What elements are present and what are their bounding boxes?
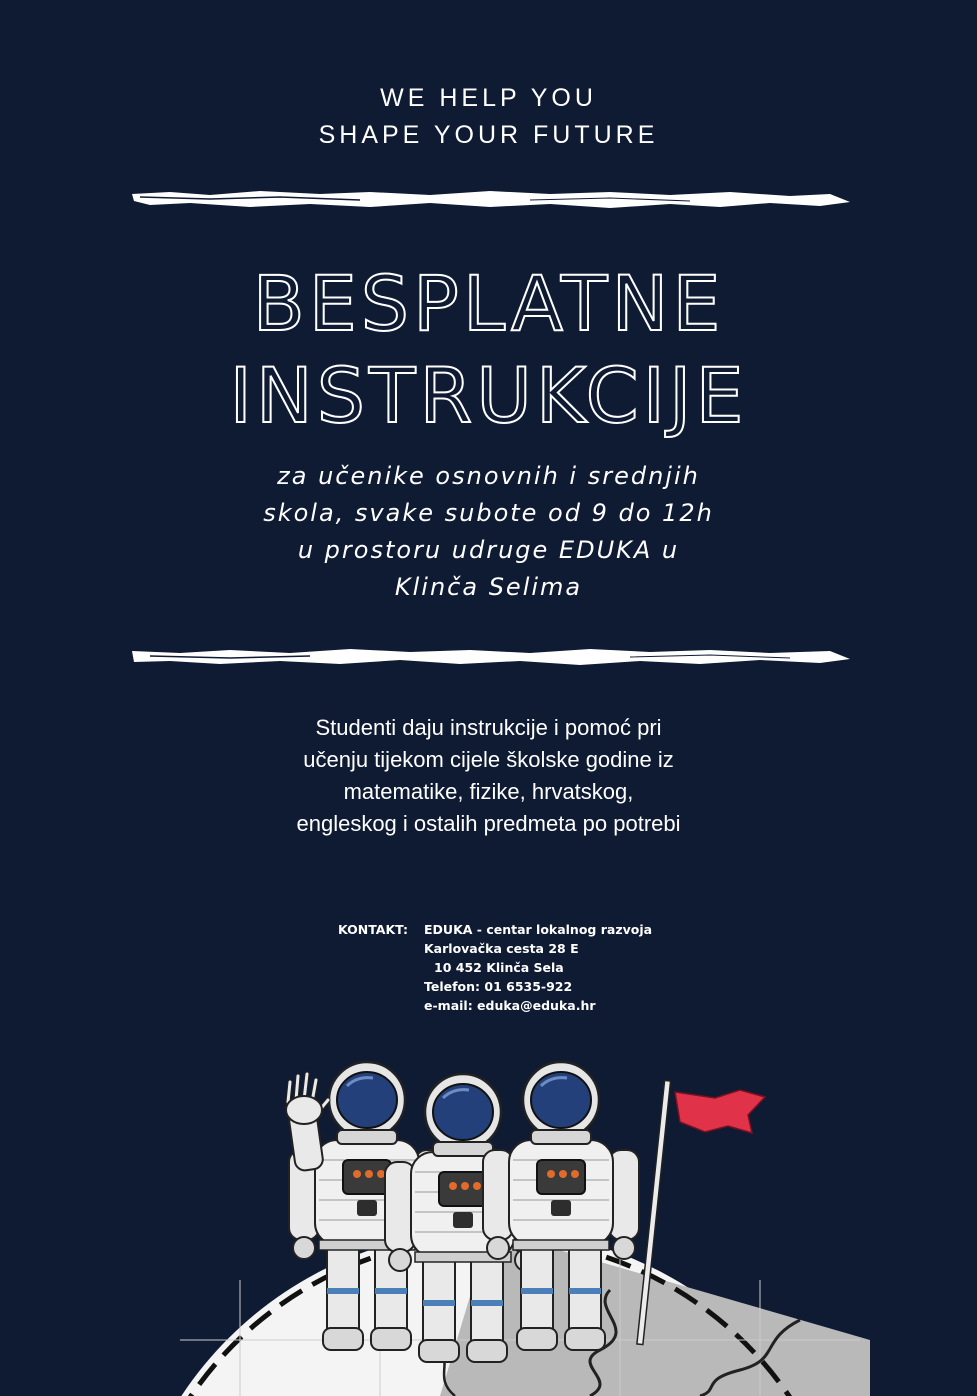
tagline-line-1: WE HELP YOU xyxy=(380,84,597,112)
subtitle-line-1: za učenike osnovnih i srednjih xyxy=(277,462,700,490)
contact-city: 10 452 Klinča Sela xyxy=(434,960,564,975)
headline-line-2: INSTRUKCIJE xyxy=(229,351,748,440)
contact-details xyxy=(424,920,724,1015)
subtitle-line-4: Klinča Selima xyxy=(394,573,583,601)
description xyxy=(0,712,977,840)
contact-email: e-mail: eduka@eduka.hr xyxy=(424,998,596,1013)
contact-phone: Telefon: 01 6535-922 xyxy=(424,979,573,994)
headline-line-1: BESPLATNE xyxy=(252,259,725,348)
subtitle-line-3: u prostoru udruge EDUKA u xyxy=(297,536,680,564)
brush-divider-top xyxy=(130,188,852,212)
contact-organization: EDUKA - centar lokalnog razvoja xyxy=(424,922,653,937)
contact-label: KONTAKT: xyxy=(338,922,408,937)
tagline xyxy=(0,80,977,154)
subtitle-line-2: skola, svake subote od 9 do 12h xyxy=(263,499,714,527)
description-line-1: Studenti daju instrukcije i pomoć pri xyxy=(315,715,662,740)
contact-street: Karlovačka cesta 28 E xyxy=(424,941,579,956)
description-line-3: matematike, fizike, hrvatskog, xyxy=(343,779,634,804)
brush-divider-middle xyxy=(130,646,852,670)
headline xyxy=(0,258,977,442)
tagline-line-2: SHAPE YOUR FUTURE xyxy=(318,121,659,149)
description-line-4: engleskog i ostalih predmeta po potrebi xyxy=(296,811,681,836)
description-line-2: učenju tijekom cijele školske godine iz xyxy=(303,747,674,772)
astronauts-on-moon-illustration xyxy=(0,1040,977,1396)
subtitle xyxy=(0,458,977,606)
